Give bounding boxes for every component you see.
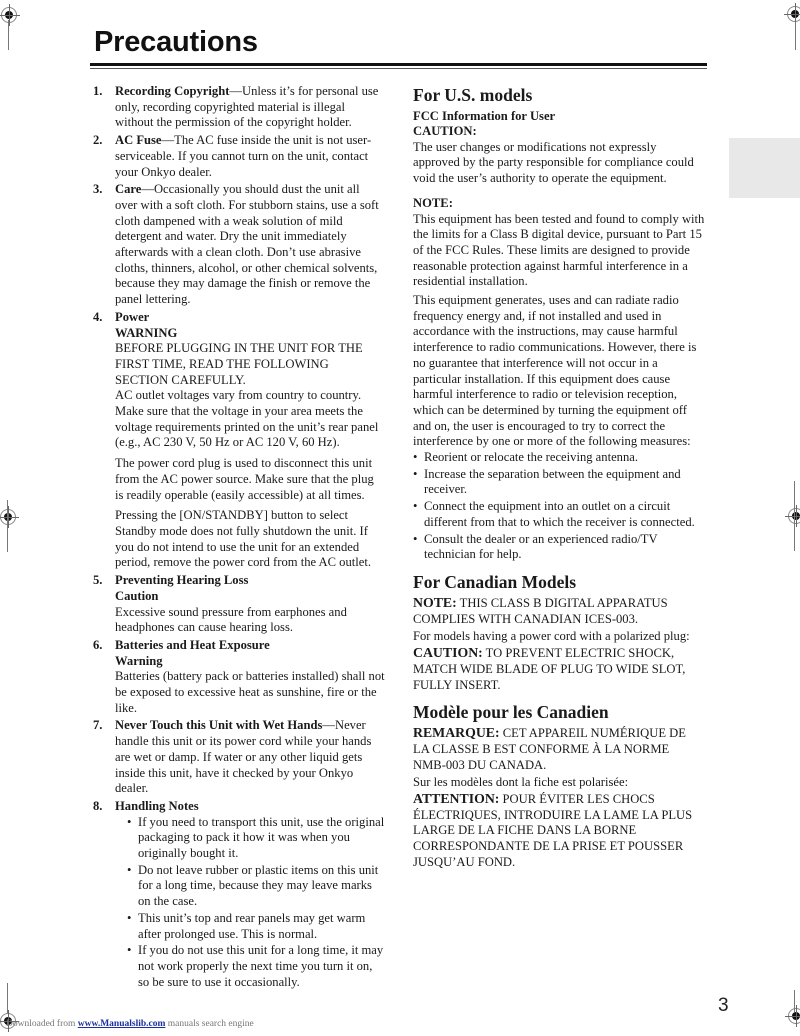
item-number: 1. xyxy=(93,84,103,98)
item-number: 3. xyxy=(93,182,103,197)
item-number: 6. xyxy=(93,637,103,652)
caution-label: CAUTION: xyxy=(413,645,483,661)
list-item-batteries xyxy=(93,638,385,717)
bullet-item: • Do not leave rubber or plastic items on this unit for a long time, because they may leave marks on the case. xyxy=(127,863,385,910)
crop-line xyxy=(7,983,8,1013)
caution-text: The user changes or modifications not expressly approved by the party responsible for compliance could void the user’s authority to operate the equipment. xyxy=(413,139,694,186)
bullet-item: • Connect the equipment into an outlet on a circuit different from that to which the receiver is connected. xyxy=(413,499,705,530)
left-column xyxy=(93,84,385,992)
bullet-item: • If you do not use this unit for a long time, it may not work properly the next time you turn it on, so be sure to use it occasionally. xyxy=(127,943,385,990)
registration-mark-icon xyxy=(785,1005,800,1027)
item-heading: Care xyxy=(115,182,142,197)
item-text: Excessive sound pressure from earphones and headphones can cause hearing loss. xyxy=(115,604,347,635)
em-dash: — xyxy=(229,84,242,98)
canada-caution xyxy=(413,645,705,693)
section-heading-canada-fr: Modèle pour les Canadien xyxy=(413,702,609,723)
title-rule xyxy=(90,63,707,66)
paragraph: This equipment generates, uses and can radiate radio frequency energy and, if not installed and used in accordance with the instructions, may cause harmful interference to radio communications. However, there is no guarantee that interference will not occur in a particular installation. If this equipment does cause harmful interference to radio or television reception, which can be determined by turning the equipment off and on, the user is encouraged to try to correct the interference by one or more of the following measures: xyxy=(413,293,697,449)
page-title: Precautions xyxy=(94,26,258,58)
page-number: 3 xyxy=(718,995,729,1016)
remarque-text: CET APPAREIL NUMÉRIQUE DE LA CLASSE B EST CONFORME À LA NORME NMB-003 DU CANADA. xyxy=(413,726,686,772)
paragraph: AC outlet voltages vary from country to country. Make sure that the voltage in your area meets the voltage requirements printed on the unit’s rear panel (e.g., AC 230 V, 50 Hz or AC 120 V, 60 Hz). xyxy=(115,388,379,450)
note-label: NOTE: xyxy=(413,195,453,210)
registration-mark-icon xyxy=(0,506,19,528)
crop-line xyxy=(8,20,9,50)
caution-text: TO PREVENT ELECTRIC SHOCK, MATCH WIDE BLADE OF PLUG TO WIDE SLOT, FULLY INSERT. xyxy=(413,646,686,692)
em-dash: — xyxy=(141,182,154,197)
fcc-measures-list xyxy=(413,450,705,563)
note-label: NOTE: xyxy=(413,594,457,610)
crop-line xyxy=(795,22,796,50)
list-item-power xyxy=(93,310,385,571)
paragraph: This equipment has been tested and found to comply with the limits for a Class B digital device, pursuant to Part 15 of the FCC Rules. These limits are designed to provide reasonable protection against harmful interference in a residential installation. xyxy=(413,211,705,289)
list-item-handling-notes xyxy=(93,799,385,990)
fcc-subheading: FCC Information for User xyxy=(413,109,556,123)
item-number: 2. xyxy=(93,133,103,148)
list-item-recording-copyright xyxy=(93,84,385,131)
caution-label: Caution xyxy=(115,588,159,603)
bullet-item: • Increase the separation between the equipment and receiver. xyxy=(413,467,705,498)
item-number: 8. xyxy=(93,798,103,813)
item-text: Batteries (battery pack or batteries installed) shall not be exposed to excessive heat as sunshine, fire or the like. xyxy=(115,669,385,715)
item-heading: Preventing Hearing Loss xyxy=(115,573,249,588)
list-item-ac-fuse xyxy=(93,133,385,180)
item-heading: Handling Notes xyxy=(115,798,199,813)
item-text: Unless it’s for personal use only, recording copyrighted material is illegal without the permission of the copyright holder. xyxy=(115,84,379,130)
item-heading: Recording Copyright xyxy=(115,84,230,98)
caution-label: CAUTION: xyxy=(413,124,477,138)
list-item-wet-hands xyxy=(93,718,385,797)
registration-mark-icon xyxy=(784,3,800,25)
footer-suffix: manuals search engine xyxy=(165,1019,254,1029)
warning-label: Warning xyxy=(115,653,163,668)
em-dash: — xyxy=(161,133,175,148)
paragraph: Pressing the [ON/STANDBY] button to select Standby mode does not fully shutdown the unit. If you do not intend to use the unit for an extended period, remove the power cord from the AC outlet. xyxy=(115,508,372,570)
canada-note xyxy=(413,595,705,627)
section-tab xyxy=(729,138,800,198)
note-text: THIS CLASS B DIGITAL APPARATUS COMPLIES WITH CANADIAN ICES-003. xyxy=(413,595,668,626)
item-text: The AC fuse inside the unit is not user-serviceable. If you cannot turn on the unit, contact your Onkyo dealer. xyxy=(115,133,372,179)
warning-label: WARNING xyxy=(115,325,178,340)
warning-text: BEFORE PLUGGING IN THE UNIT FOR THE FIRST TIME, READ THE FOLLOWING SECTION CAREFULLY. xyxy=(115,341,363,387)
em-dash: — xyxy=(322,718,335,733)
bullet-item: • Reorient or relocate the receiving antenna. xyxy=(413,450,705,466)
polarisee-text: Sur les modèles dont la fiche est polarisée: xyxy=(413,775,629,790)
bullet-item: • If you need to transport this unit, use the original packaging to pack it how it was when you originally bought it. xyxy=(127,815,385,862)
remarque-label: REMARQUE: xyxy=(413,725,500,741)
crop-line xyxy=(794,990,795,1012)
paragraph: The power cord plug is used to disconnect this unit from the AC power source. Make sure that the plug is readily operable (easily accessible) at all times. xyxy=(115,456,374,502)
item-heading: Never Touch this Unit with Wet Hands xyxy=(115,718,323,733)
section-heading-us: For U.S. models xyxy=(413,85,533,105)
section-heading-canada: For Canadian Models xyxy=(413,571,577,592)
remarque xyxy=(413,725,705,773)
item-number: 5. xyxy=(93,573,103,588)
footer-prefix: Downloaded from xyxy=(6,1019,78,1029)
right-column xyxy=(413,84,705,871)
manualslib-link[interactable]: www.Manualslib.com xyxy=(77,1019,166,1029)
item-text: Never handle this unit or its power cord while your hands are wet or damp. If water or any other liquid gets inside this unit, have it checked by your Onkyo dealer. xyxy=(115,718,372,796)
attention-label: ATTENTION: xyxy=(413,791,500,807)
item-number: 4. xyxy=(93,309,103,324)
item-text: Occasionally you should dust the unit all over with a soft cloth. For stubborn stains, use a soft cloth dampened with a weak solution of mild detergent and water. Dry the unit immediately afterwards with a clean cloth. Don’t use abrasive cloths, thinners, alcohol, or other chemical solvents, because they may damage the finish or remove the panel lettering. xyxy=(115,182,379,307)
handling-notes-list xyxy=(115,815,385,991)
item-heading: Power xyxy=(115,309,150,324)
bullet-item: • This unit’s top and rear panels may get warm after prolonged use. This is normal. xyxy=(127,911,385,942)
bullet-item: • Consult the dealer or an experienced radio/TV technician for help. xyxy=(413,532,705,563)
title-rule-thin xyxy=(90,68,707,69)
item-number: 7. xyxy=(93,718,103,733)
crop-line xyxy=(7,500,8,552)
crop-line xyxy=(794,481,795,551)
item-heading: AC Fuse xyxy=(115,133,162,148)
registration-mark-icon xyxy=(0,4,20,26)
polarized-text: For models having a power cord with a polarized plug: xyxy=(413,629,690,644)
attention-text: POUR ÉVITER LES CHOCS ÉLECTRIQUES, INTRODUIRE LA LAME LA PLUS LARGE DE LA FICHE DANS LA BORNE CORRESPONDANTE DE LA PRISE ET POUSSER JUSQU’AU FOND. xyxy=(413,792,693,869)
attention xyxy=(413,791,705,871)
footer xyxy=(6,1019,254,1029)
list-item-care xyxy=(93,182,385,308)
registration-mark-icon xyxy=(785,505,800,527)
item-heading: Batteries and Heat Exposure xyxy=(115,637,270,652)
list-item-hearing-loss xyxy=(93,573,385,636)
